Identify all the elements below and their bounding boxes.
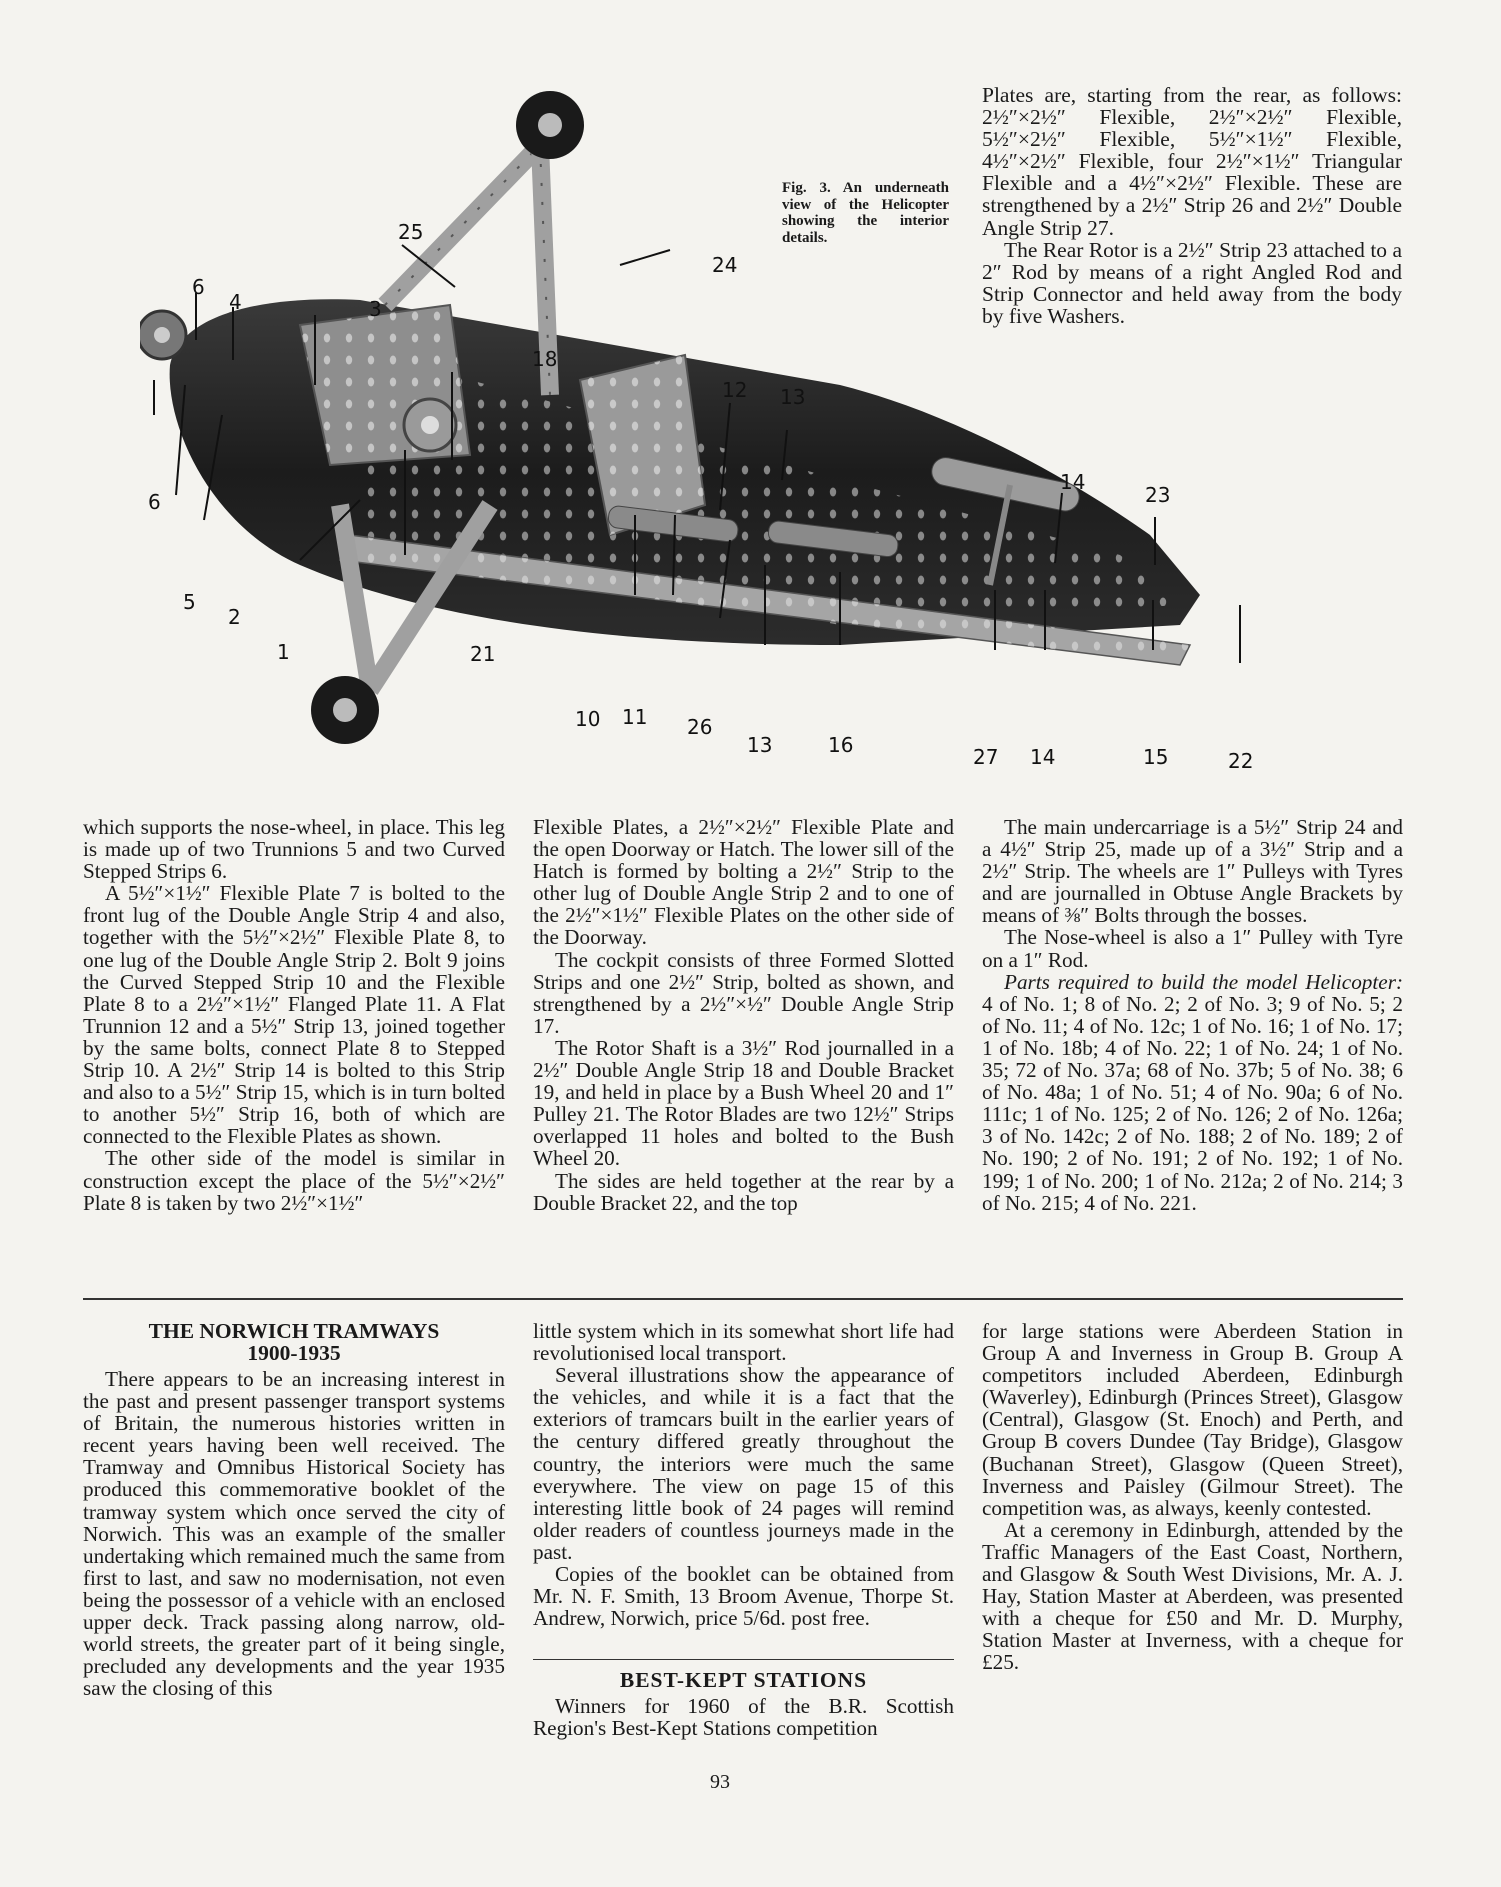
figure-label: 22 — [1228, 749, 1254, 773]
figure-label: 14 — [1030, 745, 1056, 769]
paragraph: At a ceremony in Edinburgh, attended by the Traffic Managers of the East Coast, Northern, and Glasgow & South West Divisions, Mr. A. J. Hay, Station Master at Aberdeen, was presented with a cheque for £50 and Mr. D. Murphy, Station Master at Inverness, with a cheque for £25. — [982, 1517, 1403, 1675]
figure-label: 10 — [575, 707, 601, 731]
paragraph: The main undercarriage is a 5½″ Strip 24 and a 4½″ Strip 25, made up of a 3½″ Strip and a 2½″ Strip. The wheels are 1″ Pulleys with Tyres and are journalled in Obtuse Angle Brackets by means of ⅜″ Bolts through the bosses. — [982, 815, 1403, 928]
article-title: THE NORWICH TRAMWAYS — [148, 1319, 440, 1343]
figure-label: 4 — [229, 290, 242, 314]
paragraph: Several illustrations show the appearance of the vehicles, and while it is a fact that the exteriors of tramcars built in the earlier years of the century differed greatly throughout the country, the interiors were much the same everywhere. The view on page 15 of this interesting little book of 24 pages will remind older readers of countless journeys made in the past. — [533, 1363, 954, 1564]
helicopter-illustration — [140, 85, 1370, 785]
parts-list-heading: Parts required to build the model Helicopter: — [1004, 969, 1403, 994]
stations-column-2 — [982, 1320, 1403, 1674]
paragraph: There appears to be an increasing interest in the past and present passenger transport systems of Britain, the numerous histories written in recent years having been well received. The Tramway and Omnibus Historical Society has produced this commemorative booklet of the tramway system which once served the city of Norwich. This was an example of the smaller undertaking which remained much the same from first to last, and saw no modernisation, not even being the possessor of a vehicle with an enclosed upper deck. Track passing along narrow, old-world streets, the greater part of it being single, precluded any developments and the year 1935 saw the closing of this — [83, 1367, 505, 1701]
article-title: BEST-KEPT STATIONS — [619, 1668, 868, 1692]
paragraph: The sides are held together at the rear by a Double Bracket 22, and the top — [533, 1168, 954, 1215]
paragraph: A 5½″×1½″ Flexible Plate 7 is bolted to the front lug of the Double Angle Strip 4 and also, together with the 5½″×2½″ Flexible Plate 8, to one lug of the Double Angle Strip 2. Bolt 9 joins the Curved Stepped Strip 10 and the Flexible Plate 8 to a 2½″×1½″ Flanged Plate 11. A Flat Trunnion 12 and a 5½″ Strip 13, joined together by the same bolts, connect Plate 8 to Stepped Strip 10. A 2½″ Strip 14 is bolted to this Strip and also to a 5½″ Strip 15, which is in turn bolted to another 5½″ Strip 16, both of which are connected to the Flexible Plates as shown. — [83, 881, 505, 1149]
paragraph: Plates are, starting from the rear, as follows: 2½″×2½″ Flexible, 2½″×2½″ Flexible, 5½″×2½″ Flexible, 5½″×1½″ Flexible, 4½″×2½″ Flexible, four 2½″×1½″ Triangular Flexible and a 4½″×2½″ Flexible. These are strengthened by a 2½″ Strip 26 and 2½″ Double Angle Strip 27. — [982, 83, 1402, 240]
figure-label: 13 — [747, 733, 773, 757]
paragraph: which supports the nose-wheel, in place. This leg is made up of two Trunnions 5 and two Curved Stepped Strips 6. — [83, 815, 505, 884]
parts-list — [982, 971, 1403, 1214]
helicopter-figure — [140, 85, 1370, 785]
figure-label: 2 — [228, 605, 241, 629]
helicopter-column-3 — [982, 816, 1403, 1214]
figure-label: 6 — [192, 275, 205, 299]
figure-label: 21 — [470, 642, 496, 666]
paragraph: The Rear Rotor is a 2½″ Strip 23 attached to a 2″ Rod by means of a right Angled Rod and Strip Connector and held away from the body by five Washers. — [982, 237, 1402, 328]
figure-label: 12 — [722, 378, 748, 402]
paragraph: Winners for 1960 of the B.R. Scottish Region's Best-Kept Stations competition — [533, 1694, 954, 1741]
paragraph: The Nose-wheel is also a 1″ Pulley with Tyre on a 1″ Rod. — [982, 925, 1403, 972]
helicopter-column-1 — [83, 816, 505, 1214]
paragraph: little system which in its somewhat short life had revolutionised local transport. — [533, 1319, 954, 1366]
figure-label: 18 — [532, 347, 558, 371]
stations-column-1 — [533, 1669, 954, 1739]
figure-label: 16 — [828, 733, 854, 757]
tramways-column-1 — [83, 1320, 505, 1699]
article-subtitle: 1900-1935 — [247, 1341, 341, 1365]
figure-label: 6 — [148, 490, 161, 514]
figure-label: 25 — [398, 220, 424, 244]
paragraph: The cockpit consists of three Formed Slotted Strips and one 2½″ Strip, bolted as shown, and strengthened by a 2½″×½″ Double Angle Strip 17. — [533, 947, 954, 1038]
paragraph: The Rotor Shaft is a 3½″ Rod journalled in a 2½″ Double Angle Strip 18 and Double Bracket 19, and held in place by a Bush Wheel 20 and 1″ Pulley 21. The Rotor Blades are two 12½″ Strips overlapped 11 holes and bolted to the Bush Wheel 20. — [533, 1035, 954, 1171]
section-divider — [533, 1659, 954, 1660]
figure-label: 27 — [973, 745, 999, 769]
figure-label: 11 — [622, 705, 648, 729]
tramways-column-2 — [533, 1320, 954, 1629]
paragraph: The other side of the model is similar in construction except the place of the 5½″×2½″ Plate 8 is taken by two 2½″×1½″ — [83, 1146, 505, 1215]
figure-label: 15 — [1143, 745, 1169, 769]
figure-label: 24 — [712, 253, 738, 277]
paragraph: Flexible Plates, a 2½″×2½″ Flexible Plate and the open Doorway or Hatch. The lower sill of the Hatch is formed by bolting a 2½″ Strip to the other lug of Double Angle Strip 2 and to one of the 2½″×1½″ Flexible Plates on the other side of the Doorway. — [533, 815, 954, 950]
paragraph: for large stations were Aberdeen Station in Group A and Inverness in Group B. Group A competitors included Aberdeen, Edinburgh (Waverley), Edinburgh (Princes Street), Glasgow (Central), Glasgow (St. Enoch) and Perth, and Group B covers Dundee (Tay Bridge), Glasgow (Buchanan Street), Glasgow (Queen Street), Inverness and Paisley (Gilmour Street). The competition was, as always, keenly contested. — [982, 1319, 1403, 1520]
parts-list-body: 4 of No. 1; 8 of No. 2; 2 of No. 3; 9 of No. 5; 2 of No. 11; 4 of No. 12c; 1 of No. 16; 1 of No. 17; 1 of No. 18b; 4 of No. 22; 1 of No. 24; 1 of No. 35; 72 of No. 37a; 68 of No. 37b; 5 of No. 38; 6 of No. 48a; 1 of No. 51; 4 of No. 90a; 6 of No. 111c; 1 of No. 125; 2 of No. 126; 2 of No. 126a; 3 of No. 142c; 2 of No. 188; 2 of No. 189; 2 of No. 190; 2 of No. 191; 2 of No. 192; 1 of No. 199; 1 of No. 200; 1 of No. 212a; 2 of No. 214; 3 of No. 215; 4 of No. 221. — [982, 991, 1403, 1215]
helicopter-column-2 — [533, 816, 954, 1214]
figure-label: 26 — [687, 715, 713, 739]
figure-label: 3 — [369, 297, 382, 321]
figure-caption: Fig. 3. An underneath view of the Helicopter showing the interior details. — [782, 180, 949, 246]
figure-label: 13 — [780, 385, 806, 409]
figure-label: 5 — [183, 590, 196, 614]
figure-label: 23 — [1145, 483, 1171, 507]
paragraph: Copies of the booklet can be obtained from Mr. N. F. Smith, 13 Broom Avenue, Thorpe St. Andrew, Norwich, price 5/6d. post free. — [533, 1562, 954, 1631]
page-number: 93 — [710, 1771, 730, 1793]
section-divider — [83, 1298, 1403, 1300]
figure-label: 1 — [277, 640, 290, 664]
figure-label: 14 — [1060, 470, 1086, 494]
